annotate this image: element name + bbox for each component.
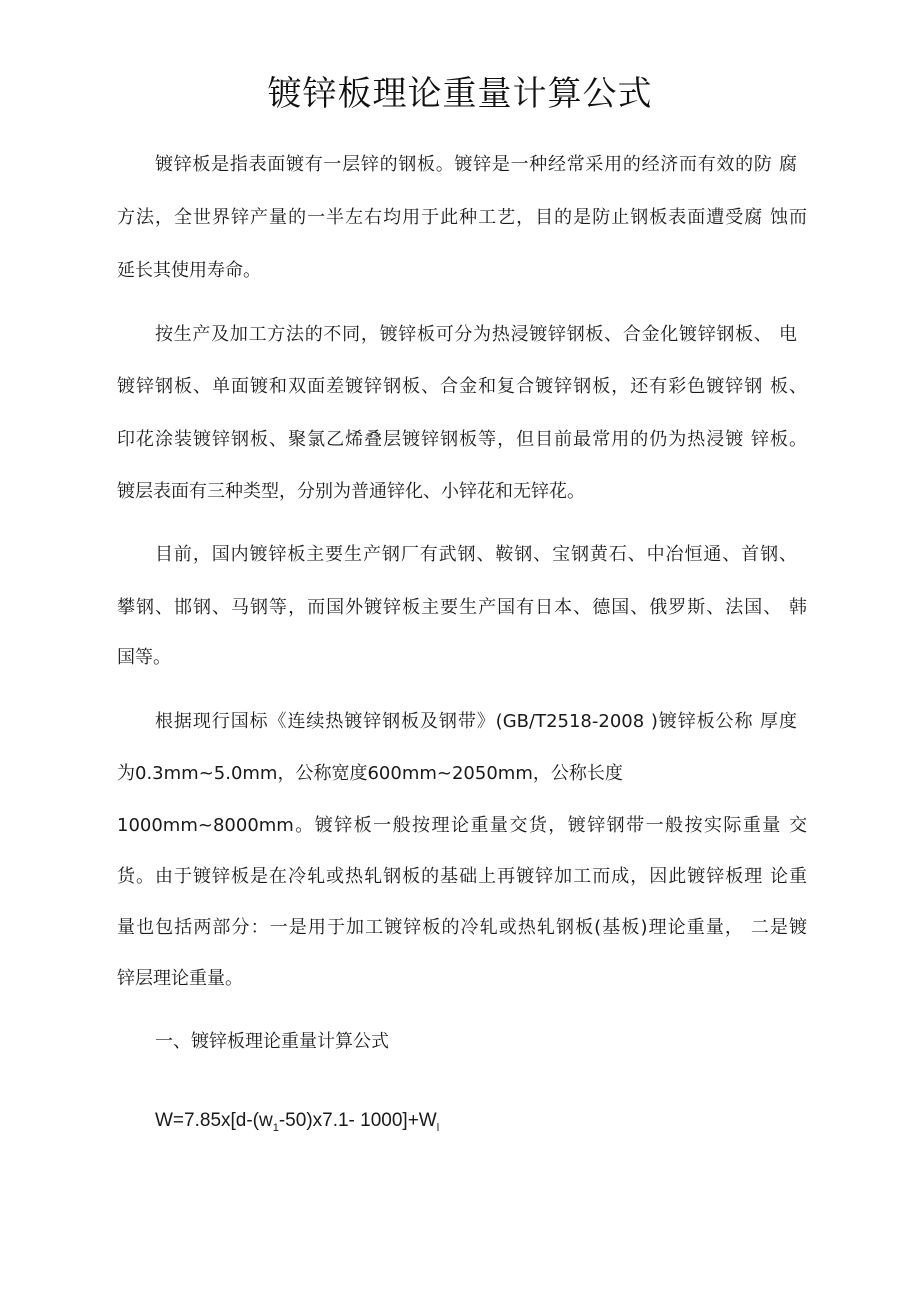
- paragraph-4-line-3: 1000mm~8000mm。镀锌板一般按理论重量交货，镀锌钢带一般按实际重量 交: [117, 815, 807, 836]
- formula-part-2: -50)x7.1- 1000]+W: [278, 1110, 437, 1131]
- paragraph-2-line-4: 镀层表面有三种类型，分别为普通锌化、小锌花和无锌花。: [117, 481, 585, 502]
- paragraph-4-line-5: 量也包括两部分：一是用于加工镀锌板的冷轧或热轧钢板(基板)理论重量， 二是镀: [117, 917, 807, 938]
- paragraph-1-line-3: 延长其使用寿命。: [117, 260, 261, 281]
- paragraph-2-line-3: 印花涂装镀锌钢板、聚氯乙烯叠层镀锌钢板等，但目前最常用的仍为热浸镀 锌板。: [117, 429, 807, 450]
- weight-formula: [155, 1107, 439, 1142]
- paragraph-4-line-6: 锌层理论重量。: [117, 968, 243, 989]
- formula-subscript-1: 1: [272, 1121, 279, 1134]
- paragraph-3-line-1: 目前，国内镀锌板主要生产钢厂有武钢、鞍钢、宝钢黄石、中冶恒通、首钢、: [155, 544, 797, 565]
- formula-part-1: W=7.85x[d-(w: [155, 1110, 273, 1131]
- paragraph-4-line-2: 为0.3mm~5.0mm，公称宽度600mm~2050mm，公称长度: [117, 763, 623, 784]
- paragraph-4-line-1: 根据现行国标《连续热镀锌钢板及钢带》(GB/T2518-2008 )镀锌板公称 厚度: [155, 711, 797, 732]
- paragraph-1-line-2: 方法，全世界锌产量的一半左右均用于此种工艺，目的是防止钢板表面遭受腐 蚀而: [117, 207, 807, 228]
- formula-subscript-2: l: [436, 1121, 440, 1134]
- paragraph-1-line-1: 镀锌板是指表面镀有一层锌的钢板。镀锌是一种经常采用的经济而有效的防 腐: [155, 154, 797, 175]
- paragraph-3-line-2: 攀钢、邯钢、马钢等，而国外镀锌板主要生产国有日本、德国、俄罗斯、法国、 韩: [117, 597, 807, 618]
- paragraph-3-line-3: 国等。: [117, 647, 171, 668]
- page-title: 镀锌板理论重量计算公式: [267, 74, 653, 114]
- section-heading: 一、镀锌板理论重量计算公式: [155, 1031, 389, 1052]
- paragraph-2-line-1: 按生产及加工方法的不同，镀锌板可分为热浸镀锌钢板、合金化镀锌钢板、 电: [155, 324, 797, 345]
- paragraph-4-line-4: 货。由于镀锌板是在冷轧或热轧钢板的基础上再镀锌加工而成，因此镀锌板理 论重: [117, 866, 807, 887]
- paragraph-2-line-2: 镀锌钢板、单面镀和双面差镀锌钢板、合金和复合镀锌钢板，还有彩色镀锌钢 板、: [117, 376, 807, 397]
